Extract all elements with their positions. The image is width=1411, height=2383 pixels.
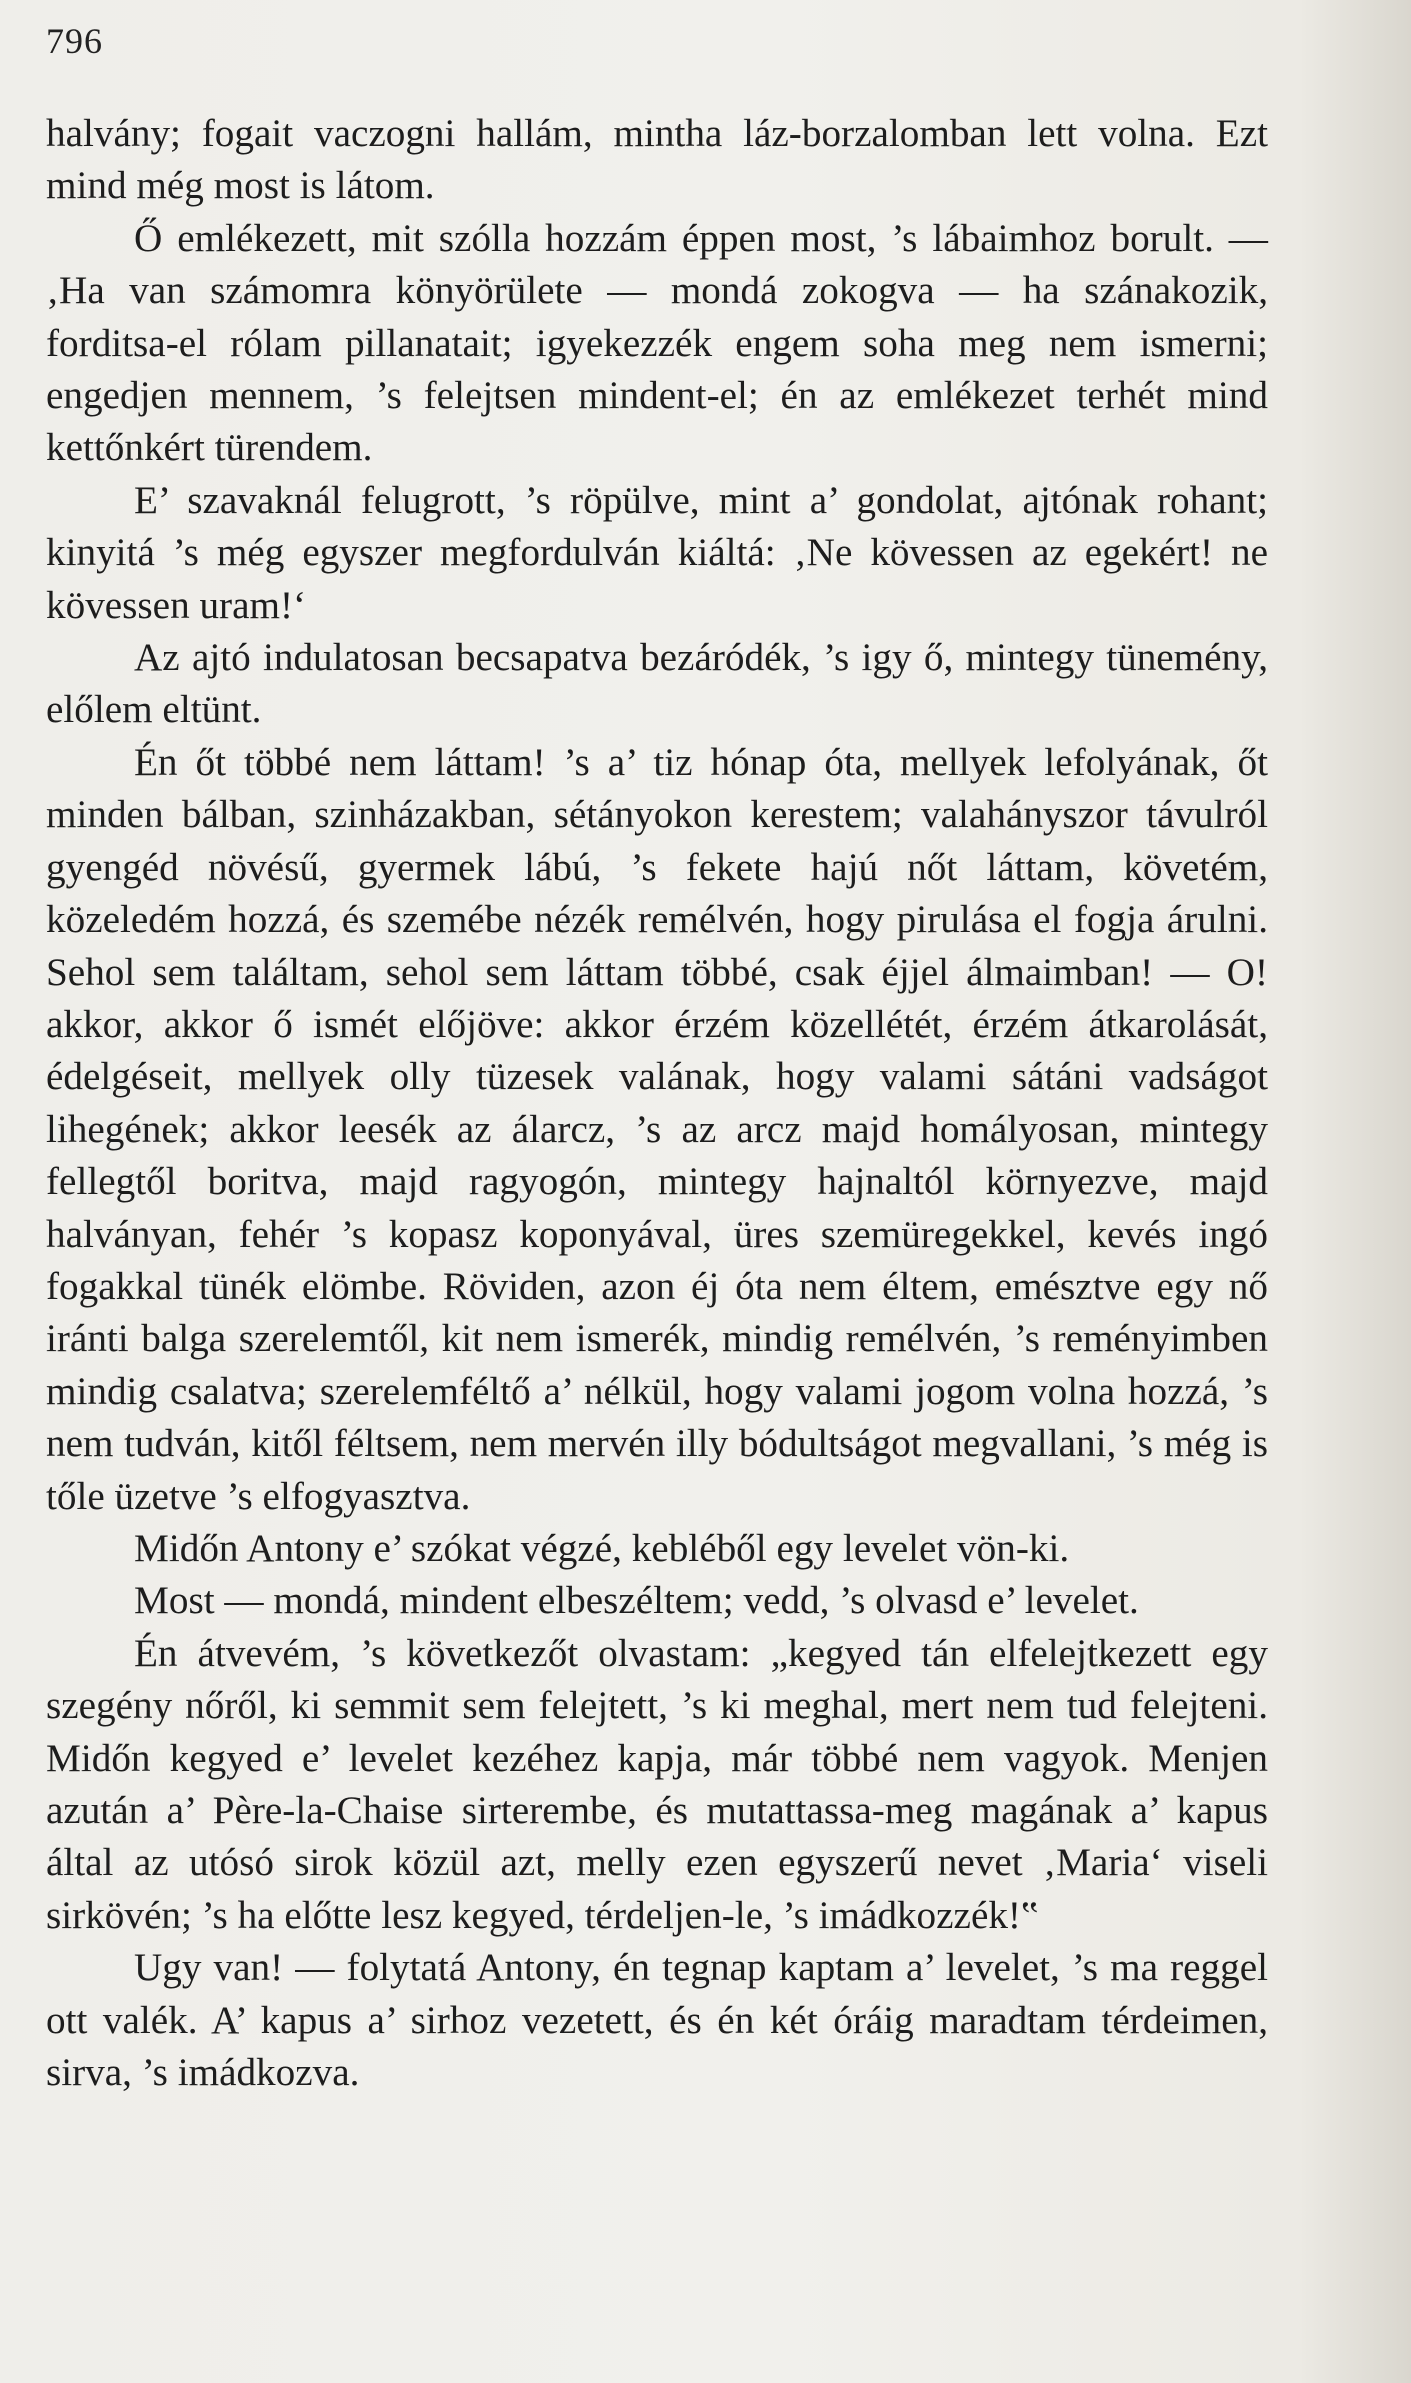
paragraph-3: E’ szavaknál felugrott, ’s röpülve, mint a’ gondolat, ajtónak rohant; kinyitá ’s még egyszer megfordulván kiáltá: ‚Ne kövessen az egekért! ne kövessen uram!‘ <box>46 478 1268 627</box>
paragraph-9: Ugy van! — folytatá Antony, én tegnap kaptam a’ levelet, ’s ma reggel ott valék. A’ kapus a’ sirhoz vezetett, és én két óráig maradtam térdeimen, sirva, ’s imádkozva. <box>46 1946 1268 2095</box>
body-text <box>46 108 1268 2099</box>
paragraph-7: Most — mondá, mindent elbeszéltem; vedd, ’s olvasd e’ levelet. <box>134 1579 1139 1623</box>
paragraph-2: Ő emlékezett, mit szólla hozzám éppen most, ’s lábaimhoz borult. — ‚Ha van számomra könyörülete — mondá zokogva — ha szánakozik, forditsa-el rólam pillanatait; igyekezzék engem soha meg nem ismerni; engedjen mennem, ’s felejtsen mindent-el; én az emlékezet terhét mind kettőnkért türendem. <box>46 216 1268 470</box>
paragraph-8: Én átvevém, ’s következőt olvastam: „kegyed tán elfelejtkezett egy szegény nőről, ki semmit sem felejtett, ’s ki meghal, mert nem tud felejteni. Midőn kegyed e’ levelet kezéhez kapja, már többé nem vagyok. Menjen azután a’ Père-la-Chaise sirterembe, és mutattassa-meg magának a’ kapus által az utósó sirok közül azt, melly ezen egyszerű nevet ‚Maria‘ viseli sirkövén; ’s ha előtte lesz kegyed, térdeljen-le, ’s imádkozzék!‟ <box>46 1631 1268 1937</box>
paragraph-5: Én őt többé nem láttam! ’s a’ tiz hónap óta, mellyek lefolyának, őt minden bálban, szinházakban, sétányokon kerestem; valahányszor távulról gyengéd növésű, gyermek lábú, ’s fekete hajú nőt láttam, követém, közeledém hozzá, és szemébe nézék remélvén, hogy pirulása el fogja árulni. Sehol sem találtam, sehol sem láttam többé, csak éjjel álmaimban! — O! akkor, akkor ő ismét előjöve: akkor érzém közellétét, érzém átkarolását, édelgéseit, mellyek olly tüzesek valának, hogy valami sátáni vadságot lihegének; akkor leesék az álarcz, ’s az arcz majd homályosan, mintegy fellegtől boritva, majd ragyogón, mintegy hajnaltól környezve, majd halványan, fehér ’s kopasz koponyával, üres szemüregekkel, kevés ingó fogakkal tünék elömbe. Röviden, azon éj óta nem éltem, emésztve egy nő iránti balga szerelemtől, kit nem ismerék, mindig remélvén, ’s reményimben mindig csalatva; szerelemféltő a’ nélkül, hogy valami jogom volna hozzá, ’s nem tudván, kitől féltsem, nem mervén illy bódultságot megvallani, ’s még is tőle üzetve ’s elfogyasztva. <box>46 740 1268 1518</box>
paragraph-6: Midőn Antony e’ szókat végzé, kebléből egy levelet vön-ki. <box>134 1526 1070 1570</box>
paragraph-1: halvány; fogait vaczogni hallám, mintha láz-borzalomban lett volna. Ezt mind még most is látom. <box>46 112 1268 208</box>
paragraph-4: Az ajtó indulatosan becsapatva bezáródék, ’s igy ő, mintegy tünemény, előlem eltünt. <box>46 636 1268 732</box>
page-number: 796 <box>46 21 103 61</box>
